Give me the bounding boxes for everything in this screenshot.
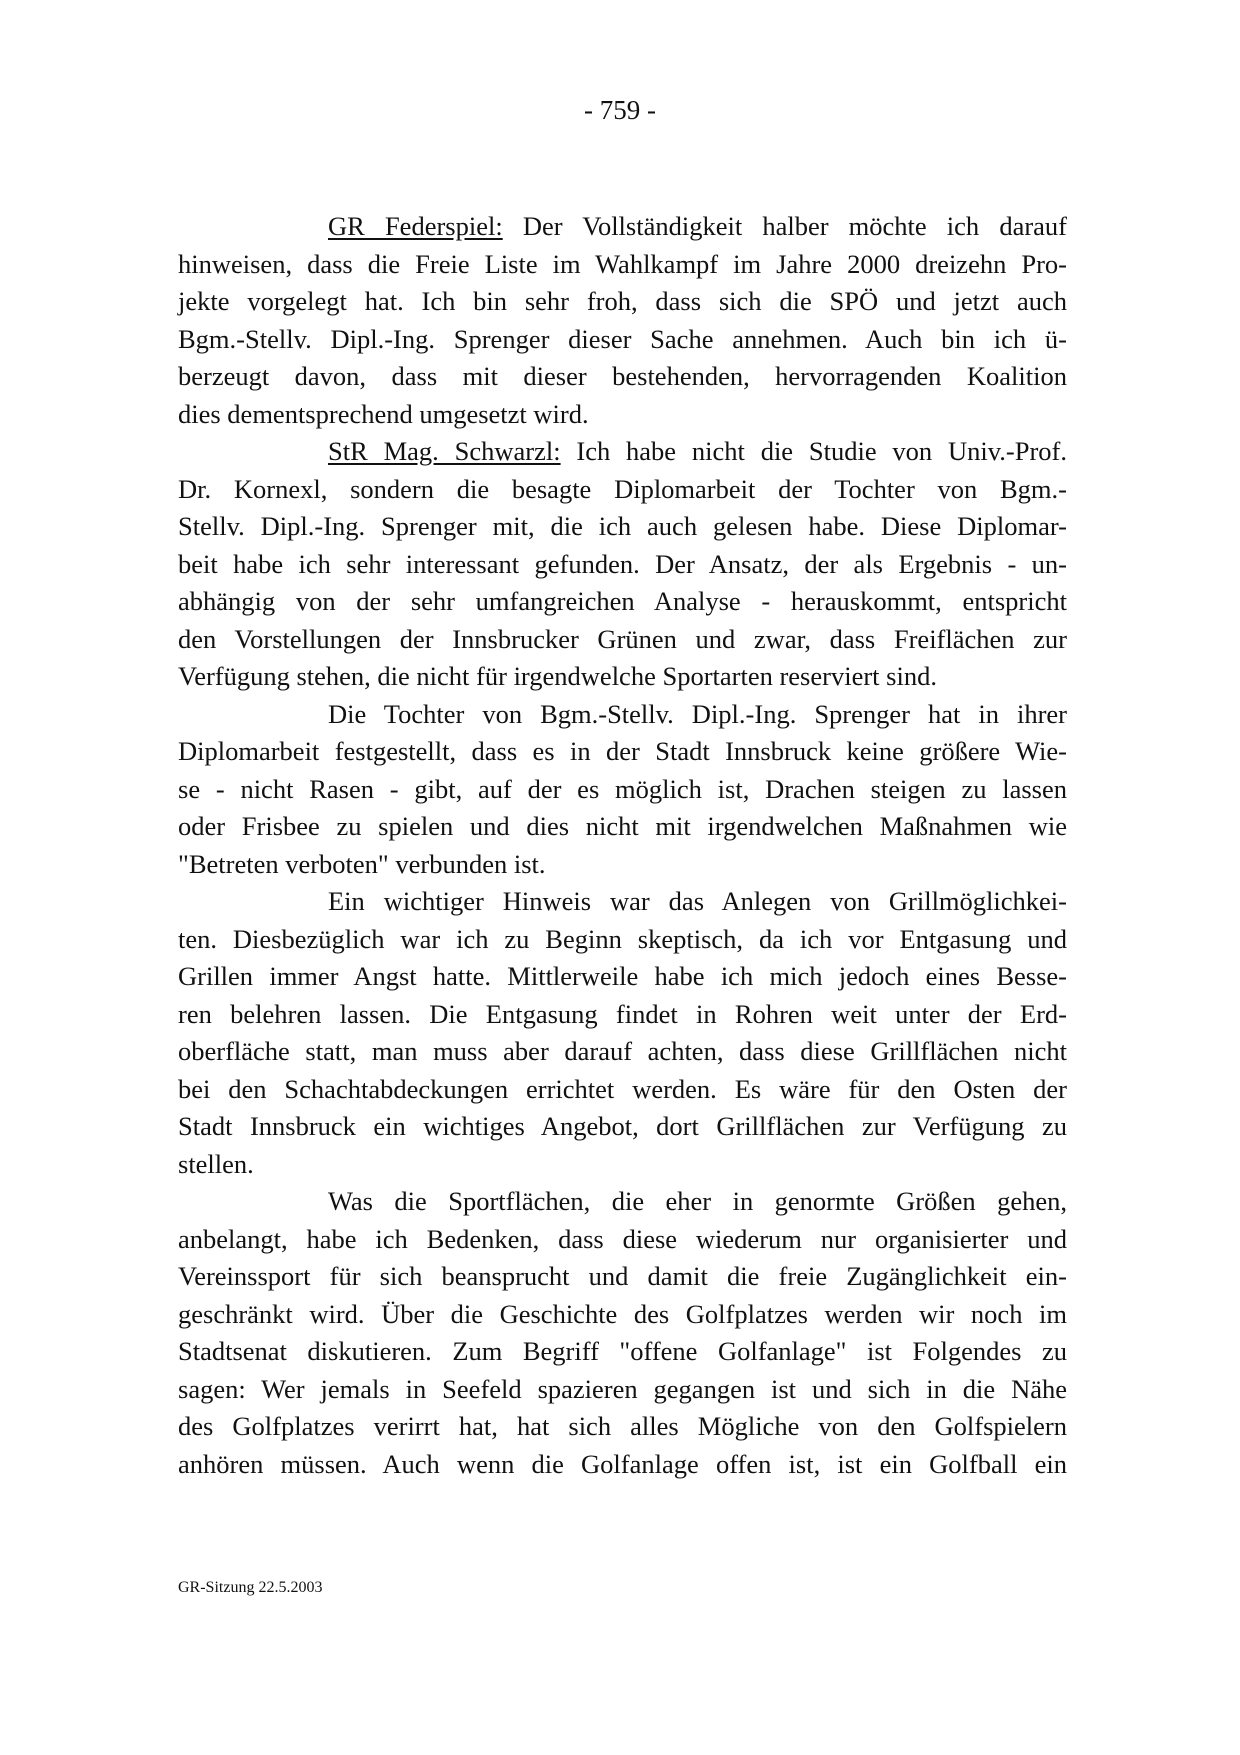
text-line: sagen: Wer jemals in Seefeld spazieren gegangen ist und sich in die Nähe — [178, 1373, 1067, 1404]
text-line: abhängig von der sehr umfangreichen Analyse - herauskommt, entspricht — [178, 586, 1067, 616]
text-line: Ein wichtiger Hinweis war das Anlegen von Grillmöglichkei- — [328, 886, 1067, 916]
text-line: stellen. — [178, 1148, 254, 1179]
text-line: Grillen immer Angst hatte. Mittlerweile habe ich mich jedoch eines Besse- — [178, 961, 1067, 991]
text-line: se - nicht Rasen - gibt, auf der es möglich ist, Drachen steigen zu lassen — [178, 773, 1067, 804]
speaker-name: StR Mag. Schwarzl: — [328, 436, 561, 466]
text-line — [178, 433, 1067, 471]
speaker-name: GR Federspiel: — [328, 211, 503, 241]
text-line: jekte vorgelegt hat. Ich bin sehr froh, dass sich die SPÖ und jetzt auch — [178, 286, 1067, 316]
paragraph-grill — [178, 883, 1067, 1183]
paragraph-diplomarbeit — [178, 696, 1067, 884]
text-line: Die Tochter von Bgm.-Stellv. Dipl.-Ing. Sprenger hat in ihrer — [328, 698, 1067, 729]
text-line: Was die Sportflächen, die eher in genormte Größen gehen, — [328, 1186, 1067, 1216]
text-line: Diplomarbeit festgestellt, dass es in der Stadt Innsbruck keine größere Wie- — [178, 736, 1067, 766]
text-line: Bgm.-Stellv. Dipl.-Ing. Sprenger dieser Sache annehmen. Auch bin ich ü- — [178, 323, 1067, 354]
text-line: berzeugt davon, dass mit dieser bestehenden, hervorragenden Koalition — [178, 361, 1067, 391]
text-line: ten. Diesbezüglich war ich zu Beginn skeptisch, da ich vor Entgasung und — [178, 923, 1067, 954]
text-line: bei den Schachtabdeckungen errichtet werden. Es wäre für den Osten der — [178, 1073, 1067, 1104]
text-line — [178, 208, 1067, 246]
paragraph-federspiel — [178, 208, 1067, 433]
text-line: hinweisen, dass die Freie Liste im Wahlkampf im Jahre 2000 dreizehn Pro- — [178, 248, 1067, 279]
text-line: oberfläche statt, man muss aber darauf achten, dass diese Grillflächen nicht — [178, 1036, 1067, 1066]
text-line: Verfügung stehen, die nicht für irgendwelche Sportarten reserviert sind. — [178, 661, 937, 691]
text-line: ren belehren lassen. Die Entgasung findet in Rohren weit unter der Erd- — [178, 998, 1067, 1029]
text-line: anbelangt, habe ich Bedenken, dass diese wiederum nur organisierter und — [178, 1223, 1067, 1254]
text-line: beit habe ich sehr interessant gefunden. Der Ansatz, der als Ergebnis - un- — [178, 548, 1067, 579]
text-line: Stadtsenat diskutieren. Zum Begriff "offene Golfanlage" ist Folgendes zu — [178, 1336, 1067, 1366]
footer-session-date: GR-Sitzung 22.5.2003 — [178, 1579, 323, 1596]
document-body — [178, 208, 1067, 1483]
paragraph-schwarzl — [178, 433, 1067, 696]
text-line: oder Frisbee zu spielen und dies nicht mit irgendwelchen Maßnahmen wie — [178, 811, 1067, 841]
text-line: geschränkt wird. Über die Geschichte des Golfplatzes werden wir noch im — [178, 1298, 1067, 1329]
text-line: anhören müssen. Auch wenn die Golfanlage offen ist, ist ein Golfball ein — [178, 1448, 1067, 1479]
text-line: "Betreten verboten" verbunden ist. — [178, 848, 546, 879]
text-line: dies dementsprechend umgesetzt wird. — [178, 398, 589, 429]
text-line: Dr. Kornexl, sondern die besagte Diplomarbeit der Tochter von Bgm.- — [178, 473, 1067, 504]
paragraph-sportflaechen — [178, 1183, 1067, 1483]
text-line: des Golfplatzes verirrt hat, hat sich alles Mögliche von den Golfspielern — [178, 1411, 1067, 1441]
text-line: Vereinssport für sich beansprucht und damit die freie Zugänglichkeit ein- — [178, 1261, 1067, 1291]
text-line: Stellv. Dipl.-Ing. Sprenger mit, die ich auch gelesen habe. Diese Diplomar- — [178, 511, 1067, 541]
page-number: - 759 - — [584, 95, 656, 125]
text-line: Stadt Innsbruck ein wichtiges Angebot, dort Grillflächen zur Verfügung zu — [178, 1111, 1067, 1141]
text-line-content: Ich habe nicht die Studie von Univ.-Prof. — [560, 436, 1067, 466]
text-line-content: Der Vollständigkeit halber möchte ich darauf — [502, 211, 1067, 241]
text-line: den Vorstellungen der Innsbrucker Grünen und zwar, dass Freiflächen zur — [178, 623, 1067, 654]
